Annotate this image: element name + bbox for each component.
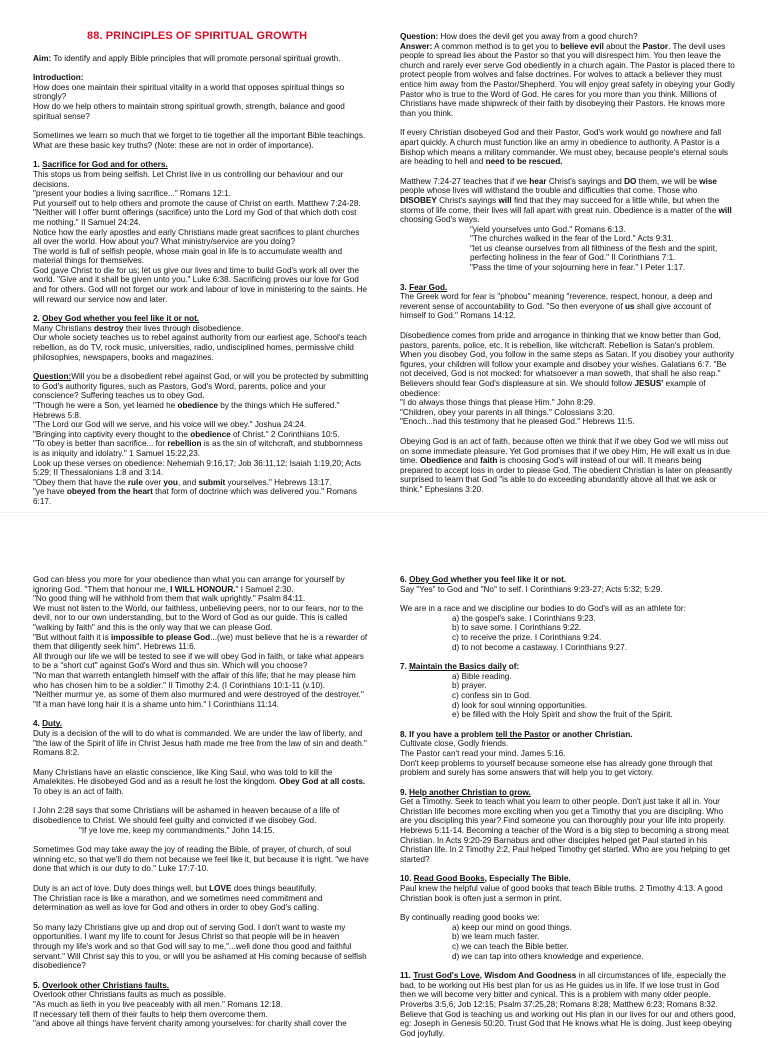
section-2-number: 2. [33,314,43,324]
text-run: by the things which He suffered." Hebrews 5:8. [33,401,340,420]
text: I John 2:28 says that some Christians will be ashamed in heaven because of a life of disobedience to Christ. We should feel guilty and convicted if we disobey God. [33,806,340,826]
section-2-title-underlined: whether you feel like it or not. [83,314,200,324]
question-label: Question: [33,372,72,382]
verse: "If ye love me, keep my commandments." John 14:15. [79,825,275,835]
section-4-text: Sometimes God may take away the joy of reading the Bible, of prayer, of church, of soul winning etc, so that we'll do them not because we feel like it, but because it is right. "we have done that which is our duty to do." Luke 17:7-10. [33,845,369,874]
section-11-title: Trust God's Love [413,971,480,981]
section-4-text [33,806,369,835]
bold-run: LOVE [209,884,232,894]
text-run: Obeying God is an act of faith, because often we think that if we obey God we will miss out on some immediate pleasure. Yet God promises that if we obey Him, He will exalt us in due time. [400,436,730,466]
section-3-text [400,379,736,398]
answer-label: Answer: [400,41,433,51]
text-run: Duty is an act of love. Duty does things well, but [33,884,210,894]
verse: "Neither murmur ye, as some of them also murmured and were destroyed of the destroyer." [33,690,364,700]
bold-run: rule [127,477,143,487]
question-label: Question: [400,32,439,41]
text-run: find that they may succeed for a little while, but when the storms of life come, their lives will fall apart with great ruin. Obedience is a matter of the [400,195,720,215]
section-1-title: Sacrifice for God and for others. [42,160,168,170]
section-5-text: If necessary tell them of their faults to help them overcome them. [33,1009,268,1019]
verse [33,478,369,488]
section-1-quote: "Neither will I offer burnt offerings (sacrifice) unto the Lord my God of that which doth cost me nothing." II Samuel 24:24. [33,208,357,227]
section-3-text [400,437,736,495]
section-8 [400,730,736,778]
verse [33,401,369,420]
section-6 [400,575,736,652]
bold-run: DISOBEY [400,195,437,205]
introduction [33,73,369,121]
section-4-text [33,884,369,913]
list-item: a) the gospel's sake. I Corinthians 9:23. [452,613,596,623]
section-10-title: Read Good Books [413,874,485,884]
verse: "No good thing will he withhold from them that walk uprightly." Psalm 84:11. [33,594,306,604]
section-5-heading [33,981,369,991]
text-run: Believers should fear God's displeasure at sin. We should follow [400,379,635,388]
bold-run: Pastor [642,41,669,51]
intro-text-1: How does one maintain their spiritual vitality in a world that opposes spiritual things so strongly? [33,82,345,102]
verse: "Enoch...had this testimony that he pleased God." Hebrews 11:5. [400,417,635,427]
text-run: Matthew 7:24-27 teaches that if we [400,176,530,186]
intro-text-3: Sometimes we learn so much that we forget to tie together all the important Bible teachings. What are these basic key truths? (Note: these are not in order of importance). [33,131,366,150]
verse: "let us cleanse ourselves from all filthiness of the flesh and the spirit, perfecting holiness in the fear of God." II Corinthians 7:1. [470,243,718,263]
bold-run: Obey God at all costs. [279,777,366,787]
list-item: e) be filled with the Holy Spirit and show the fruit of the Spirit. [452,710,673,720]
text-run: people whose lives will withstand the trouble and difficulties that come. Those who [400,186,698,196]
text-run: Christ's sayings [436,195,499,205]
verse: "If a man have long hair it is a shame unto him." I Corinthians 11:14. [33,699,279,709]
list-item: c) we can teach the Bible better. [452,942,569,951]
section-2-text: Our whole society teaches us to rebel against authority from our earliest age. School's teach rebellion, as do TV, rock music, universities, radio, undisciplined homes, permissive child philosophies, newspapers, books and magazines. [33,333,367,362]
list-item: c) confess sin to God. [452,690,532,700]
section-4-heading [33,719,369,729]
list-item: b) prayer. [452,681,487,691]
bold-run: faith [480,456,498,466]
bold-run: hear [529,176,547,186]
section-6-title-rest: whether you feel like it or not. [450,575,567,584]
bottom-right-column [400,575,736,1038]
section-6-title: Obey God [409,575,451,584]
section-5-number: 5. [33,980,43,990]
verse: "and above all things have fervent charity among yourselves: for charity shall cover the [33,1019,347,1029]
text-run: If every Christian disobeyed God and their Pastor, God's work would go nowhere and fall apart quickly. A church must function like an army in obedience to authority. A Pastor is a Bishop which means a military commander. We must obey, because people's eternal souls are heading to hell and [400,128,729,167]
section-10-number: 10. [400,874,414,884]
text-run: over [142,477,164,487]
section-7 [400,662,736,720]
section-7-title: Maintain the Basics [409,662,486,672]
section-1-quote: "present your bodies a living sacrifice..." Romans 12:1. [33,189,231,199]
text-run: " I Samuel 2:30. [235,584,294,594]
section-10-list [400,923,736,961]
question-text: Will you be a disobedient rebel against God, or will you be protected by submitting to God's authority figures, such as Pastors, God's Word, parents, police and your conscience? Suffering teaches us to obey God. [33,372,369,401]
section-9-number: 9. [400,787,410,797]
text-run: choosing God's ways. [400,215,480,225]
verse: Look up these verses on obedience: Nehemiah 9:16,17; Job 36:11,12; Isaiah 1:19,20; Acts 5:29; II Thessalonians 1:8 and 3:14. [33,458,362,478]
section-10-text: By continually reading good books we: [400,913,540,923]
text-run: God can bless you more for your obedience than what you can arrange for yourself by ignoring God. "Them that honour me, [33,575,345,594]
section-11-title-rest: , Wisdom And Goodness [479,971,577,981]
text-run: about the [603,41,643,51]
text-run: yourselves." Hebrews 13:17. [225,477,332,487]
section-7-title-rest: of: [506,662,520,672]
section-9-heading [400,788,736,798]
section-1-text: This stops us from being selfish. Let Christ live in us controlling our behaviour and our decisions. [33,169,344,189]
text-run: example of obedience: [400,379,706,398]
section-1-text: The world is full of selfish people, whose main goal in life is to accumulate wealth and material things for themselves. [33,246,343,266]
section-7-list [400,672,736,720]
section-4-title: Duty. [42,719,62,729]
bold-run: destroy [93,323,124,333]
bold-run: need to be rescued. [485,157,563,167]
text-run: To obey is an act of faith. [33,786,124,796]
section-1 [33,160,369,304]
aim [33,54,369,64]
bold-run: Obedience [420,456,462,466]
bold-run: I WILL HONOUR. [170,584,236,594]
section-3-number: 3. [400,282,410,292]
bottom-left-column [33,575,369,1029]
bold-run: us [625,301,635,311]
section-11-text [400,971,736,1038]
list-item: b) we learn much faster. [452,932,540,942]
text-run: shall give account of himself to God." Romans 14:12. [400,301,712,321]
intro-heading: Introduction: [33,73,84,83]
text-run: their lives through disobedience. [123,323,244,333]
text-run: Many Christians [33,323,94,333]
section-1-text: Put yourself out to help others and promote the cause of Christ on earth. Matthew 7:24-28. [33,198,361,208]
text-run: "Obey them that have the [33,477,128,487]
bold-run: DO [624,176,637,186]
page-top [0,0,768,512]
question-text: How does the devil get you away from a good church? [438,32,638,41]
verse: "The Lord our God will we serve, and his voice will we obey." Joshua 24:24. [33,420,307,430]
section-9-title: Help another Christian to grow. [409,787,531,797]
text-run: "To obey is better than sacrifice... for [33,439,168,449]
bold-run: submit [198,477,226,487]
top-right-column [400,32,736,502]
verse: "I do always those things that please Him." John 8:29. [400,398,596,408]
section-8-title-underlined: tell the Pastor [495,729,550,739]
section-1-number: 1. [33,160,43,170]
list-item: d) look for soul winning opportunities. [452,700,588,710]
text-run: and [461,456,481,466]
verse: "The churches walked in the fear of the Lord." Acts 9:31. [470,234,674,244]
text-run: "Though he were a Son, yet learned he [33,401,178,410]
text-run: . The devil uses people to spread lies about the Pastor so that you will disrespect him. You then leave the church and rarely ever serve God obediently in a church again. The Pastor is placed there to protect people from wolves and false doctrines. For wolves to attack a believer they must entice him away from the Pastor/Shepherd. You will enjoy great safety in obeying your Godly Pastor who is true to the Word of God. He cares for you more than you think. Millions of Christians have made shipwreck of their faith by disobeying their Pastors. He knows more than you think. [400,41,735,118]
text-run: Christ's sayings and [546,176,625,186]
aim-text: To identify and apply Bible principles that will promote personal spiritual growth. [51,53,341,63]
bold-run: JESUS' [634,379,664,388]
devil-question [400,32,736,118]
section-9 [400,788,736,865]
bold-run: obeyed from the heart [66,487,153,497]
text [33,884,369,894]
section-2-title: Obey God [42,314,84,324]
section-10-heading [400,874,736,884]
verse: "Pass the time of your sojourning here in fear." I Peter 1:17. [470,263,686,273]
text-run: , and [177,477,199,487]
section-10 [400,874,736,961]
section-6-heading [400,575,736,585]
text-run: of Christ." 2 Corinthians 10:5. [230,429,340,439]
bold-run: will [498,195,512,205]
text-run: "ye have [33,487,67,497]
verse: "As much as lieth in you live peaceably with all men." Romans 12:18. [33,999,283,1009]
bold-run: rebellion [167,439,202,449]
section-5-text: Overlook other Christians faults as much as possible. [33,990,226,1000]
bold-run: you [163,477,178,487]
list-item: d) we can tap into others knowledge and experience. [452,951,644,961]
section-8-heading [400,730,736,740]
page-bottom [0,512,768,1038]
section-5 [33,981,369,1029]
section-6-number: 6. [400,575,410,584]
text-run: ...(we) must believe that he is a rewarder of them that diligently seek him". Hebrews 11:6. [33,632,368,652]
verse [33,439,369,458]
list-item: d) to not become a castaway. I Corinthians 9:27. [452,642,628,652]
text-run: The Greek word for fear is "phobou" meaning "reverence, respect, honour, a deep and reverent sense of accountability to God. "So then everyone of [400,292,713,311]
verse: "Children, obey your parents in all things." Colossians 3:20. [400,407,615,417]
section-6-text: We are in a race and we discipline our bodies to do God's will as an athlete for: [400,604,686,614]
section-7-number: 7. [400,662,410,672]
list-item: a) keep our mind on good things. [452,922,572,932]
text: The Christian race is like a marathon, and we sometimes need commitment and determination as well as love for God and others in order to obey God's calling. [33,893,323,913]
text-run: in all circumstances of life, especially the bad, to be working out His best plan for us as He guides us in life. If we lose trust in God then we will become very bitter and cynical. This is a problem with many older people. Proverbs 3:5,6; Job 12:15; Psalm 37:25,28; Romans 8:28; Matthew 6:23; Romans 8:32. Believe that God is teaching us and working out His plan in our lives for our and others good, eg: Joseph in Genesis 50:20. Trust God that He knows what He is doing. Just keep obeying God joyfully. [400,971,736,1038]
section-4-number: 4. [33,719,43,729]
verse [33,430,369,440]
section-1-text: Notice how the early apostles and early Christians made great sacrifices to plant churches all over the world. How about you? What ministry/service are you doing? [33,227,360,247]
question [400,32,736,42]
text-run: A common method is to get you to [432,41,561,51]
text: We must not listen to the World, our faithless, unbelieving peers, nor to our fears, nor to the devil, nor to our own understanding, but to the Word of God as our guide. This is called "walking by faith" and this is the only way that we can please God. [33,603,364,632]
section-7-heading [400,662,736,672]
text-run: is choosing God's will instead of our will. It means being prepared to accept loss in order to please God. The obedient Christian is later on pleasantly surprised to learn that God "is able to do exceeding abundantly above all that we ask or think." Ephesians 3:20. [400,456,733,494]
section-8-text: Cultivate close, Godly friends. [400,739,509,749]
bold-run: believe evil [560,41,604,51]
section-8-title: If you have a problem [409,729,496,739]
bold-run: will [718,205,732,215]
section-3 [400,283,736,495]
section-3-text [400,292,736,321]
section-2-heading [33,314,369,324]
section-8-text: Don't keep problems to yourself because someone else has already gone through that problem and surely has some answers that will help you to get victory. [400,758,713,778]
section-4-text [33,768,369,797]
section-4-text: Duty is a decision of the will to do what is commanded. We are under the law of liberty, and "the law of the Spirit of life in Christ Jesus hath made me free from the law of sin and death." Romans 8:2. [33,728,367,758]
section-8-number: 8. [400,729,410,739]
answer [400,42,736,119]
section-11 [400,971,736,1038]
bold-run: obedience [177,401,218,410]
section-10-title-rest: , Especially The Bible. [484,874,571,884]
section-3-title: Fear God. [409,282,448,292]
text-run: is as the sin of witchcraft, and stubbornness is as iniquity and idolatry." 1 Samuel 15:22,23. [33,439,363,458]
section-11-number: 11. [400,971,414,981]
bold-run: impossible to please God [111,632,211,642]
top-left-column [33,30,369,506]
verse: "No man that warreth entangleth himself with the affair of this life; that he may please him who has chosen him to be a soldier." II Timothy 2:4. (I Corinthians 10:1-11 (v.10). [33,670,356,690]
intro-text-2: How do we help others to maintain strong spiritual growth, strength, balance and good spiritual sense? [33,101,345,121]
section-3-heading [400,283,736,293]
section-1-text: God gave Christ to die for us; let us give our lives and time to build God's work all over the world. "Give and it shall be given unto you." Luke 6:38. Sacrificing proves our love for God and for others. God will not forget our work and labour of love in ministering to the saints. He will reward our service now and later. [33,265,368,304]
paragraph [400,128,736,166]
page-title: 88. PRINCIPLES OF SPIRITUAL GROWTH [87,30,308,42]
text-run: that form of doctrine which was delivered you." Romans 6:17. [33,487,357,506]
section-8-text: The Pastor can't read your mind. James 5:16. [400,748,566,758]
section-2 [33,314,369,506]
text [400,177,736,225]
text-run: Many Christians have an elastic conscience, like King Saul, who was told to kill the Amalekites. He disobeyed God and as a result he lost the kingdom. [33,767,333,787]
section-7-title-daily: daily [485,662,507,672]
text-run: them, we will be [636,176,700,186]
paragraph [400,177,736,273]
list-item: b) to save some. I Corinthians 9:22. [452,623,582,633]
section-1-heading [33,160,369,170]
aim-label: Aim: [33,53,52,63]
verse: "yield yourselves unto God." Romans 6:13. [470,224,626,234]
section-10-text: Paul knew the helpful value of good books that teach Bible truths. 2 Timothy 4:13. A good Christian book is often just a sermon in print. [400,884,723,903]
text: All through our life we will be tested to see if we will obey God in faith, or take what appears to be a "short cut" against God's Word and thus sin. Which will you choose? [33,651,364,671]
list-item: c) to receive the prize. I Corinthians 9:24. [452,632,602,642]
text-run: does things beautifully. [231,884,317,894]
section-4 [33,719,369,970]
section-9-text: Get a Timothy. Seek to teach what you learn to other people. Don't just take it all in. Your Christian life becomes more exciting when you get a Timothy that you are discipling. Who are you discipling this year? Find someone you can thoroughly pour your life into properly. Hebrews 5:11-14. Becoming a teacher of the Word is a big step to becoming a strong meat Christian. In Acts 9:20-29 Barnabus and other disciples helped get Paul started in his Christian life. In 2 Timothy 2:2, Paul helped Timothy get started. Who are you helping to get started? [400,797,730,864]
section-5-title: Overlook other Christians faults. [42,980,170,990]
section-3-text: Disobedience comes from pride and arrogance in thinking that we know better than God, pastors, parents, police, etc. It is rebellion, like witchcraft. Rebellion is Satan's problem. When you disobey God, you follow in the same steps as Satan. If you disobey your authority figures, your children will follow your example and disobey your wishes. Galatians 6:7. "Be not deceived, God is not mocked: for whatsoever a man soweth, that shall he also reap." [400,331,735,379]
verse [33,633,369,652]
text-run: "Bringing into captivity every thought to the [33,429,191,439]
section-2-question [33,372,369,401]
bold-run: obedience [190,429,231,439]
section-8-title-rest: or another Christian. [549,729,633,739]
text [33,575,369,594]
section-6-list [400,614,736,652]
faith-block [33,575,369,709]
section-4-text: So many lazy Christians give up and drop out of serving God. I don't want to waste my opportunities. I want my life to count for Jesus Christ so that people will be in heaven through my life's work and so that God will say to me,"...well done thou good and faithful servant." Will Christ say this to you, or will you be ashamed at His coming because of selfish disobedience? [33,922,367,971]
text-run: "But without faith it is [33,632,111,642]
section-2-text [33,324,369,334]
bold-run: wise [699,176,717,186]
list-item: a) Bible reading. [452,671,512,681]
verse [33,487,369,506]
section-6-text: Say "Yes" to God and "No" to self. I Corinthians 9:23-27; Acts 5:32; 5:29. [400,584,663,594]
